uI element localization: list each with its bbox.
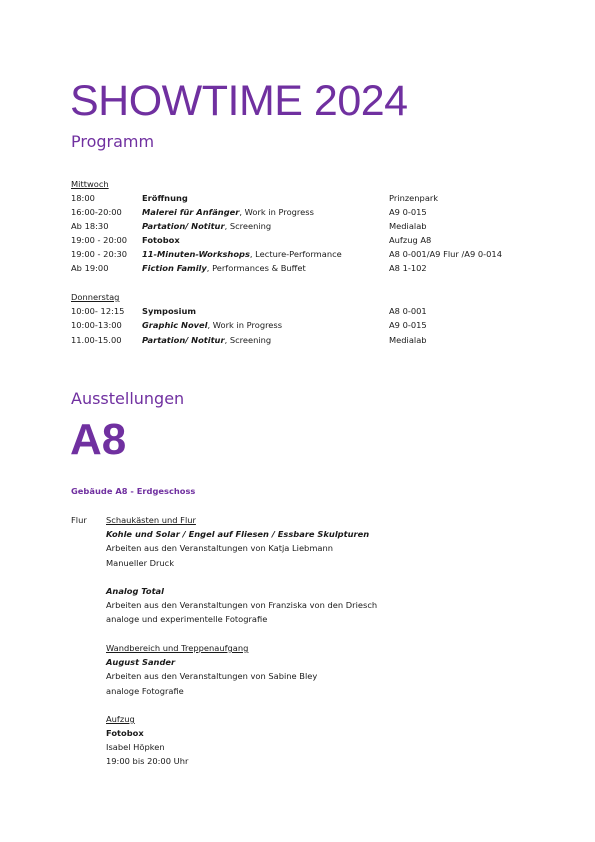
event-detail: , Performances & Buffet	[206, 263, 306, 273]
schedule-room: A8 0-001/A9 Flur /A9 0-014	[389, 249, 502, 259]
event-title: Malerei für Anfänger	[142, 207, 240, 217]
document-title: SHOWTIME 2024	[70, 77, 408, 125]
event-title: Graphic Novel	[142, 320, 208, 330]
event-detail: , Work in Progress	[207, 320, 283, 330]
area-heading: Schaukästen und Flur	[106, 515, 196, 525]
exhibition-description: Arbeiten aus den Veranstaltungen von Franziska von den Driesch	[106, 600, 378, 610]
schedule-room: Medialab	[389, 221, 427, 231]
building-subheading: Gebäude A8 - Erdgeschoss	[71, 486, 196, 496]
event-title: Fotobox	[142, 235, 180, 245]
event-title: Fiction Family	[142, 263, 207, 273]
document-subtitle: Programm	[71, 132, 155, 151]
schedule-time: 10:00- 12:15	[71, 306, 125, 316]
day-heading-thursday: Donnerstag	[71, 292, 120, 302]
schedule-time: 10:00-13:00	[71, 320, 122, 330]
schedule-room: Aufzug A8	[389, 235, 432, 245]
day-heading-wednesday: Mittwoch	[71, 179, 109, 189]
event-title: Symposium	[142, 306, 197, 316]
exhibition-description: Arbeiten aus den Veranstaltungen von Katja Liebmann	[106, 543, 334, 553]
section-heading-exhibitions: Ausstellungen	[71, 389, 185, 408]
event-title: Partation/ Notitur	[142, 221, 225, 231]
event-detail: , Screening	[224, 335, 272, 345]
event-detail: , Work in Progress	[239, 207, 314, 217]
lift-area-heading: Aufzug	[106, 714, 135, 724]
schedule-event	[142, 191, 188, 205]
exhibition-time: 19:00 bis 20:00 Uhr	[106, 756, 189, 766]
exhibition-artist: Isabel Höpken	[106, 742, 165, 752]
exhibition-title: Kohle und Solar / Engel auf Fliesen / Essbare Skulpturen	[106, 529, 370, 539]
exhibition-title: Fotobox	[106, 728, 144, 738]
schedule-event	[142, 219, 271, 233]
event-title: 11-Minuten-Workshops	[142, 249, 250, 259]
schedule-event	[142, 304, 196, 318]
schedule-time: 16:00-20:00	[71, 207, 122, 217]
schedule-room: A9 0-015	[389, 320, 427, 330]
schedule-time: Ab 19:00	[71, 263, 109, 273]
schedule-event	[142, 233, 180, 247]
schedule-event	[142, 318, 282, 332]
schedule-time: 11.00-15.00	[71, 335, 122, 345]
schedule-event	[142, 205, 314, 219]
schedule-room: A8 0-001	[389, 306, 427, 316]
stair-area-heading: Wandbereich und Treppenaufgang	[106, 643, 249, 653]
schedule-time: 19:00 - 20:30	[71, 249, 128, 259]
schedule-room: Prinzenpark	[389, 193, 439, 203]
schedule-event	[142, 247, 342, 261]
schedule-time: Ab 18:30	[71, 221, 109, 231]
schedule-room: A8 1-102	[389, 263, 427, 273]
exhibition-title: August Sander	[106, 657, 176, 667]
exhibition-medium: analoge Fotografie	[106, 686, 184, 696]
exhibition-medium: analoge und experimentelle Fotografie	[106, 614, 268, 624]
event-title: Partation/ Notitur	[142, 335, 225, 345]
schedule-time: 18:00	[71, 193, 95, 203]
exhibition-title: Analog Total	[106, 586, 164, 596]
event-title: Eröffnung	[142, 193, 188, 203]
schedule-room: Medialab	[389, 335, 427, 345]
event-detail: , Screening	[224, 221, 272, 231]
area-label: Flur	[71, 515, 87, 525]
exhibition-medium: Manueller Druck	[106, 558, 175, 568]
exhibition-description: Arbeiten aus den Veranstaltungen von Sabine Bley	[106, 671, 318, 681]
building-heading: A8	[70, 415, 127, 464]
schedule-event	[142, 333, 271, 347]
event-detail: , Lecture-Performance	[249, 249, 342, 259]
schedule-time: 19:00 - 20:00	[71, 235, 128, 245]
schedule-event	[142, 261, 306, 275]
schedule-room: A9 0-015	[389, 207, 427, 217]
